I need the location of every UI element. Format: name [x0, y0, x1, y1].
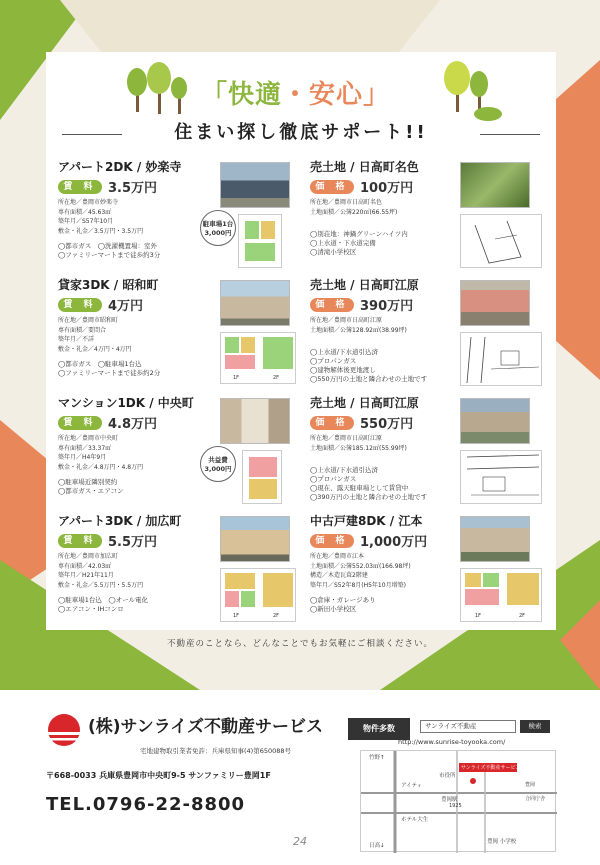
license-number: 宅地建物取引業者免許：兵庫県知事(4)第650088号	[140, 747, 292, 755]
detail-line: 敷金・礼金／4万円・4万円	[58, 345, 132, 353]
listing-right-3[interactable]	[304, 394, 549, 512]
bubble-line: 3,000円	[204, 229, 232, 237]
listing-price: 4.8万円	[108, 417, 158, 432]
floor-plan	[242, 450, 282, 504]
listing-details	[310, 198, 397, 217]
listing-right-1[interactable]	[304, 158, 549, 276]
listing-price-row	[310, 412, 413, 432]
listing-features	[310, 230, 408, 257]
listing-features	[310, 466, 427, 502]
catchphrase	[201, 74, 390, 111]
rent-badge: 賃 料	[58, 298, 102, 312]
detail-line: 専有面積／42.03㎡	[58, 562, 112, 570]
rent-badge: 賃 料	[58, 534, 102, 548]
listing-price: 100万円	[360, 181, 414, 196]
listing-details	[58, 552, 143, 590]
detail-line: 築年月／H21年11月	[58, 572, 114, 579]
page-number: 24	[293, 835, 307, 848]
feature-line: ◯プロパンガス	[310, 475, 357, 483]
feature-line: ◯ファミリーマートまで徒歩約3分	[58, 251, 161, 259]
listing-price: 4万円	[108, 299, 144, 314]
parking-bubble	[200, 210, 236, 246]
detail-line: 敷金・礼金／5.5万円・5.5万円	[58, 581, 144, 589]
listing-details	[58, 316, 132, 354]
feature-line: ◯都市ガス ◯洗濯機置場：室外	[58, 242, 158, 250]
property-photo	[460, 516, 530, 562]
catch-dot: ・	[282, 80, 310, 110]
feature-line: ◯駐車場1台込 ◯オール電化	[58, 596, 149, 604]
feature-line: ◯駐車場近隣別契約	[58, 478, 118, 486]
floor-plan	[220, 568, 296, 622]
property-photo	[460, 398, 530, 444]
feature-line: ◯別荘地：神鍋グリーンハイツ内	[310, 230, 408, 238]
website-url[interactable]: http://www.sunrise-toyooka.com/	[398, 738, 506, 746]
detail-line: 専有面積／45.63㎡	[58, 208, 112, 216]
plan-floor-label: 1F	[475, 613, 482, 619]
bubble-line: 駐車場1台	[202, 220, 234, 228]
listing-price: 5.5万円	[108, 535, 158, 550]
plan-floor-label: 1F	[233, 375, 240, 381]
detail-line: 土地面積／公簿128.92㎡(38.99坪)	[310, 326, 407, 334]
detail-line: 所在地／豊岡市日高町江原	[310, 435, 383, 442]
feature-line: ◯390万円の土地と隣合わせの土地です	[310, 493, 428, 501]
bubble-line: 共益費	[208, 456, 228, 464]
listing-price-row	[58, 294, 143, 314]
feature-line: ◯上水道/下水道引込済	[310, 466, 378, 474]
listing-price-row	[310, 176, 413, 196]
feature-line: ◯倉庫・ガレージあり	[310, 596, 376, 604]
listing-features	[58, 242, 160, 260]
listing-right-4[interactable]	[304, 512, 549, 630]
detail-line: 構造／木造瓦葺2階建	[310, 572, 368, 579]
floor-plan	[460, 568, 542, 622]
property-photo	[460, 162, 530, 208]
page-subtitle: 住まい探し徹底サポート!!	[174, 122, 428, 143]
detail-line: 所在地／豊岡市中央町	[58, 435, 119, 442]
feature-line: ◯上水道・下水道完備	[310, 239, 376, 247]
listing-left-1[interactable]	[52, 158, 297, 276]
detail-line: 所在地／豊岡市昭和町	[58, 317, 119, 324]
feature-line: ◯550万円の土地と隣合わせの土地です	[310, 375, 428, 383]
header	[46, 52, 556, 152]
detail-line: 築年月／不詳	[58, 336, 95, 343]
listing-title: アパート3DK / 加広町	[58, 514, 182, 528]
listing-features	[58, 360, 160, 378]
property-photo	[220, 516, 290, 562]
map-label: 竹野↑	[369, 755, 385, 761]
listing-price-row	[310, 530, 427, 550]
listing-price-row	[310, 294, 413, 314]
map-label: アイティ	[401, 783, 423, 789]
feature-line: ◯エアコン・IHコンロ	[58, 605, 124, 613]
company-address: 〒668-0033 兵庫県豊岡市中央町9-5 サンファミリー豊岡1F	[46, 771, 271, 780]
detail-line: 所在地／豊岡市加広町	[58, 553, 119, 560]
feature-line: ◯現在、露天駐車場として賃貸中	[310, 484, 409, 492]
tagline: 不動産のことなら、どんなことでもお気軽にご相談ください。	[166, 639, 433, 649]
listing-right-2[interactable]	[304, 276, 549, 394]
detail-line: 所在地／豊岡市日高町名色	[310, 199, 383, 206]
listing-details	[310, 316, 407, 335]
feature-line: ◯建物解体後更地渡し	[310, 366, 376, 374]
trees-right-icon	[426, 52, 506, 122]
fee-bubble	[200, 446, 236, 482]
listing-price-row	[58, 176, 157, 196]
listing-title: 売土地 / 日高町江原	[310, 278, 419, 292]
listing-features	[310, 596, 376, 614]
company-name: (株)サンライズ不動産サービス	[88, 717, 324, 737]
catch-word-safety: 安心	[309, 80, 364, 110]
feature-line: ◯都市ガス・エアコン	[58, 487, 124, 495]
listing-features	[58, 478, 123, 496]
rent-badge: 賃 料	[58, 180, 102, 194]
listing-title: 貸家3DK / 昭和町	[58, 278, 159, 292]
map-shop-label: サンライズ不動産サービス	[461, 765, 521, 771]
detail-line: 所在地／豊岡市江本	[310, 553, 365, 560]
property-photo	[460, 280, 530, 326]
plan-floor-label: 2F	[273, 375, 280, 381]
map-label: 豊岡	[525, 782, 536, 788]
detail-line: 専有面積／33.37㎡	[58, 444, 112, 452]
listing-price: 550万円	[360, 417, 414, 432]
floor-plan	[238, 214, 282, 268]
site-map	[460, 214, 542, 268]
map-label: 日高↓	[369, 843, 385, 849]
listing-title: アパート2DK / 妙楽寺	[58, 160, 182, 174]
detail-line: 専有面積／要問合	[58, 326, 107, 334]
plan-floor-label: 2F	[519, 613, 526, 619]
map-label: 豊岡 小学校	[487, 839, 517, 845]
price-badge: 価 格	[310, 180, 354, 194]
detail-line: 所在地／豊岡市日高町江原	[310, 317, 383, 324]
property-photo	[220, 398, 290, 444]
detail-line: 築年月／S52年8月(H5年10月増築)	[310, 581, 406, 589]
site-map	[460, 332, 542, 386]
content-panel	[46, 52, 556, 630]
listing-left-2[interactable]	[52, 276, 297, 394]
feature-line: ◯プロパンガス	[310, 357, 357, 365]
listing-price-row	[58, 530, 157, 550]
bubble-line: 3,000円	[204, 465, 232, 473]
listing-details	[310, 552, 411, 590]
detail-line: 敷金・礼金／4.8万円・4.8万円	[58, 463, 144, 471]
listing-details	[58, 198, 143, 236]
catch-word-comfort: 快適	[228, 80, 283, 110]
map-label: 1925	[449, 803, 462, 809]
map-label: 合同庁舎	[525, 796, 546, 802]
phone-number[interactable]: TEL.0796-22-8800	[46, 794, 246, 815]
price-badge: 価 格	[310, 534, 354, 548]
listing-price: 390万円	[360, 299, 414, 314]
catch-open: 「	[201, 80, 229, 110]
listing-features	[58, 596, 148, 614]
company-logo-icon	[46, 712, 82, 748]
feature-line: ◯新田小学校区	[310, 605, 357, 613]
property-photo	[220, 162, 290, 208]
search-box[interactable]: サンライズ不動産	[420, 720, 516, 733]
rent-badge: 賃 料	[58, 416, 102, 430]
detail-line: 所在地／豊岡市妙楽寺	[58, 199, 119, 206]
feature-line: ◯清滝小学校区	[310, 248, 357, 256]
detail-line: 築年月／S57年10月	[58, 218, 114, 225]
listing-price: 1,000万円	[360, 535, 428, 550]
plan-floor-label: 2F	[273, 613, 280, 619]
listing-title: マンション1DK / 中央町	[58, 396, 194, 410]
catch-close: 」	[363, 80, 391, 110]
trees-left-icon	[116, 60, 196, 120]
map-label: 市役所	[439, 773, 456, 779]
listing-details	[310, 434, 407, 453]
listing-left-4[interactable]	[52, 512, 297, 630]
map-label: ホテル大生	[401, 817, 429, 823]
detail-line: 築年月／H4年9月	[58, 454, 107, 461]
listing-features	[310, 348, 427, 384]
listing-price: 3.5万円	[108, 181, 158, 196]
search-button[interactable]: 検索	[520, 720, 550, 733]
property-photo	[220, 280, 290, 326]
many-properties-tag: 物件多数	[348, 718, 410, 740]
listing-title: 売土地 / 日高町江原	[310, 396, 419, 410]
listing-title: 売土地 / 日高町名色	[310, 160, 419, 174]
price-badge: 価 格	[310, 298, 354, 312]
feature-line: ◯ファミリーマートまで徒歩約2分	[58, 369, 161, 377]
site-map	[460, 450, 542, 504]
listing-title: 中古戸建8DK / 江本	[310, 514, 423, 528]
listing-details	[58, 434, 143, 472]
detail-line: 土地面積／公簿552.03㎡(166.98坪)	[310, 562, 411, 570]
price-badge: 価 格	[310, 416, 354, 430]
feature-line: ◯上水道/下水道引込済	[310, 348, 378, 356]
listing-left-3[interactable]	[52, 394, 297, 512]
detail-line: 土地面積／公簿185.12㎡(55.99坪)	[310, 444, 407, 452]
floor-plan	[220, 332, 296, 384]
map-label: 豊岡駅	[441, 797, 458, 803]
plan-floor-label: 1F	[233, 613, 240, 619]
feature-line: ◯都市ガス ◯駐車場1台込	[58, 360, 142, 368]
detail-line: 土地面積／公簿220㎡(66.55坪)	[310, 208, 398, 216]
detail-line: 敷金・礼金／3.5万円・3.5万円	[58, 227, 144, 235]
listing-price-row	[58, 412, 157, 432]
